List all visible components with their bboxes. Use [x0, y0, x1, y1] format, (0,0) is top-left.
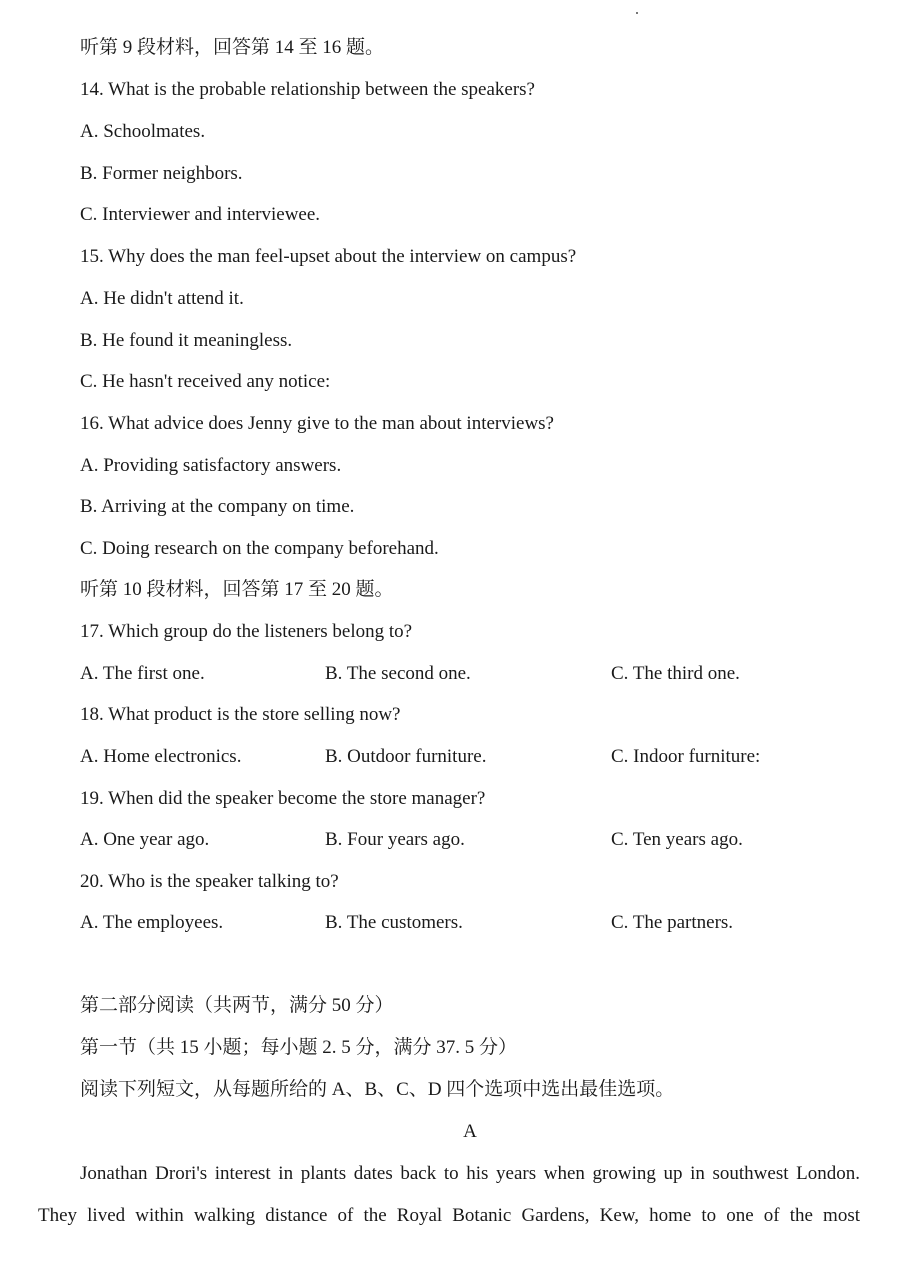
q14-option-b: B. Former neighbors. [80, 163, 243, 184]
reading-instruction: 阅读下列短文，从每题所给的 A、B、C、D 四个选项中选出最佳选项。 [80, 1079, 675, 1100]
question-16: 16. What advice does Jenny give to the man about interviews? [80, 413, 554, 434]
q19-option-a: A. One year ago. [80, 829, 210, 850]
question-14: 14. What is the probable relationship between the speakers? [80, 79, 535, 100]
q19-option-b: B. Four years ago. [325, 829, 465, 850]
question-15: 15. Why does the man feel-upset about the interview on campus? [80, 246, 577, 267]
question-17: 17. Which group do the listeners belong to? [80, 621, 413, 642]
passage-line-2: They lived within walking distance of the Royal Botanic Gardens, Kew, home to one of the most [38, 1205, 860, 1226]
q19-option-c: C. Ten years ago. [611, 829, 743, 850]
q18-option-b: B. Outdoor furniture. [325, 746, 487, 767]
q15-option-b: B. He found it meaningless. [80, 330, 293, 351]
q17-option-b: B. The second one. [325, 663, 471, 684]
passage-line-1: Jonathan Drori's interest in plants dates back to his years when growing up in southwest London. [80, 1163, 860, 1184]
question-18: 18. What product is the store selling now? [80, 704, 401, 725]
question-19: 19. When did the speaker become the store manager? [80, 788, 486, 809]
q20-option-a: A. The employees. [80, 912, 224, 933]
q20-option-b: B. The customers. [325, 912, 463, 933]
q18-option-a: A. Home electronics. [80, 746, 242, 767]
q18-option-c: C. Indoor furniture: [611, 746, 761, 767]
q17-option-a: A. The first one. [80, 663, 205, 684]
q15-option-a: A. He didn't attend it. [80, 288, 244, 309]
scan-speck [636, 12, 638, 14]
question-20: 20. Who is the speaker talking to? [80, 871, 339, 892]
part-2-section-1: 第一节（共 15 小题；每小题 2. 5 分，满分 37. 5 分） [80, 1037, 518, 1058]
q16-option-c: C. Doing research on the company beforehand. [80, 538, 439, 559]
q16-option-a: A. Providing satisfactory answers. [80, 455, 342, 476]
q15-option-c: C. He hasn't received any notice: [80, 371, 331, 392]
q14-option-a: A. Schoolmates. [80, 121, 206, 142]
q16-option-b: B. Arriving at the company on time. [80, 496, 355, 517]
passage-label: A [463, 1121, 477, 1142]
part-2-title: 第二部分阅读（共两节，满分 50 分） [80, 995, 394, 1016]
section-10-header: 听第 10 段材料，回答第 17 至 20 题。 [80, 579, 394, 600]
q20-option-c: C. The partners. [611, 912, 734, 933]
q14-option-c: C. Interviewer and interviewee. [80, 204, 321, 225]
q17-option-c: C. The third one. [611, 663, 740, 684]
section-9-header: 听第 9 段材料，回答第 14 至 16 题。 [80, 37, 385, 58]
